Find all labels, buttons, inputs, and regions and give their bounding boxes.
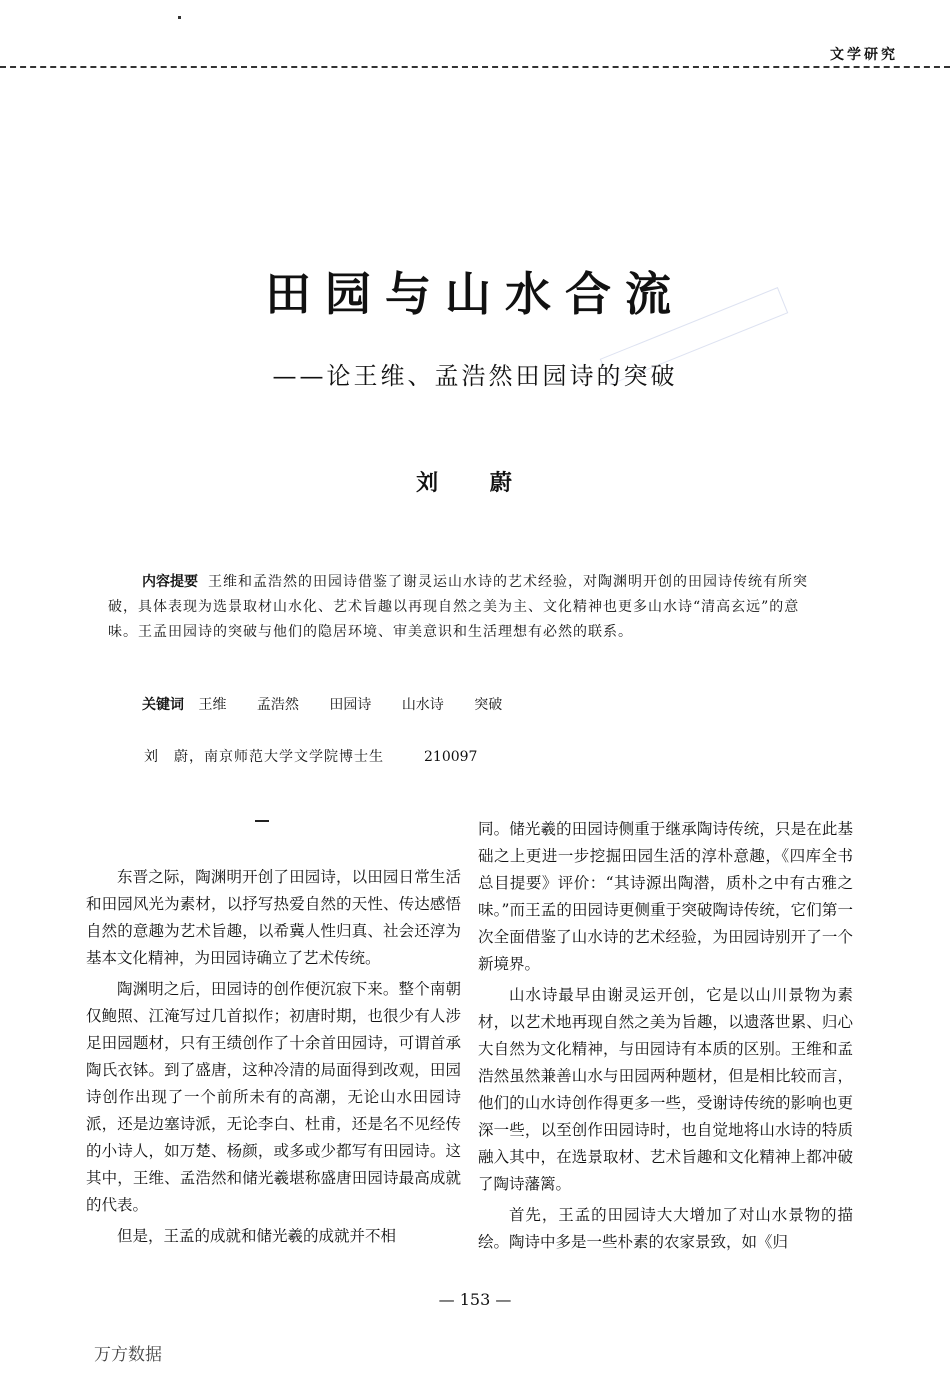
journal-section-label: 文学研究 bbox=[830, 47, 898, 63]
paragraph: 山水诗最早由谢灵运开创，它是以山川景物为素材，以艺术地再现自然之美为旨趣，以遗落世累、归心大自然为文化精神，与田园诗有本质的区别。王维和孟浩然虽然兼善山水与田园两种题材，但是相比较而言，他们的山水诗创作得更多一些，受谢诗传统的影响也更深一些，以至创作田园诗时，也自觉地将山水诗的特质融入其中，在选景取材、艺术旨趣和文化精神上都冲破了陶诗藩篱。 bbox=[478, 986, 853, 1193]
keyword: 田园诗 bbox=[329, 697, 372, 713]
article-author: 刘 蔚 bbox=[416, 471, 534, 496]
keyword: 孟浩然 bbox=[256, 697, 299, 713]
database-watermark: 万方数据 bbox=[94, 1345, 162, 1365]
affiliation-text: 刘 蔚，南京师范大学文学院博士生 bbox=[144, 749, 384, 765]
abstract-text: 王维和孟浩然的田园诗借鉴了谢灵运山水诗的艺术经验，对陶渊明开创的田园诗传统有所突破，具体表现为选景取材山水化、艺术旨趣以再现自然之美为主、文化精神也更多山水诗“清高玄远”的意味。王孟田园诗的突破与他们的隐居环境、审美意识和生活理想有必然的联系。 bbox=[108, 574, 808, 640]
paragraph: 陶渊明之后，田园诗的创作便沉寂下来。整个南朝仅鲍照、江淹写过几首拟作；初唐时期，也很少有人涉足田园题材，只有王绩创作了十余首田园诗，可谓首承陶氏衣钵。到了盛唐，这种冷清的局面得到改观，田园诗创作出现了一个前所未有的高潮，无论山水田园诗派，还是边塞诗派，无论李白、杜甫，还是名不见经传的小诗人，如万楚、杨颜，或多或少都写有田园诗。这其中，王维、孟浩然和储光羲堪称盛唐田园诗最高成就的代表。 bbox=[86, 980, 461, 1214]
header-rule bbox=[0, 66, 950, 68]
keyword: 山水诗 bbox=[401, 697, 444, 713]
paragraph: 首先，王孟的田园诗大大增加了对山水景物的描绘。陶诗中多是一些朴素的农家景致，如《归 bbox=[478, 1206, 853, 1251]
body-column-right bbox=[478, 816, 853, 1260]
keywords-label: 关键词 bbox=[142, 697, 184, 713]
keyword: 王维 bbox=[198, 697, 227, 713]
keyword: 突破 bbox=[474, 697, 503, 713]
abstract-block bbox=[108, 570, 828, 645]
article-subtitle: ——论王维、孟浩然田园诗的突破 bbox=[272, 362, 678, 390]
paragraph: 东晋之际，陶渊明开创了田园诗，以田园日常生活和田园风光为素材，以抒写热爱自然的天性、传达感悟自然的意趣为艺术旨趣，以希冀人性归真、社会还淳为基本文化精神，为田园诗确立了艺术传统。 bbox=[86, 868, 461, 967]
paragraph: 同。储光羲的田园诗侧重于继承陶诗传统，只是在此基础之上更进一步挖掘田园生活的淳朴意趣，《四库全书总目提要》评价：“其诗源出陶潜，质朴之中有古雅之味。”而王孟的田园诗更侧重于突破陶诗传统，它们第一次全面借鉴了山水诗的艺术经验，为田园诗别开了一个新境界。 bbox=[478, 820, 853, 973]
article-title: 田园与山水合流 bbox=[265, 267, 685, 321]
postcode: 210097 bbox=[424, 749, 478, 765]
author-affiliation bbox=[144, 746, 477, 766]
section-number-one bbox=[255, 820, 269, 822]
abstract-label: 内容提要 bbox=[142, 574, 198, 590]
scan-speck bbox=[178, 16, 181, 19]
keywords-block bbox=[108, 694, 528, 714]
body-column-left bbox=[86, 864, 461, 1254]
page-number: — 153 — bbox=[438, 1290, 512, 1309]
paragraph: 但是，王孟的成就和储光羲的成就并不相 bbox=[117, 1227, 397, 1245]
